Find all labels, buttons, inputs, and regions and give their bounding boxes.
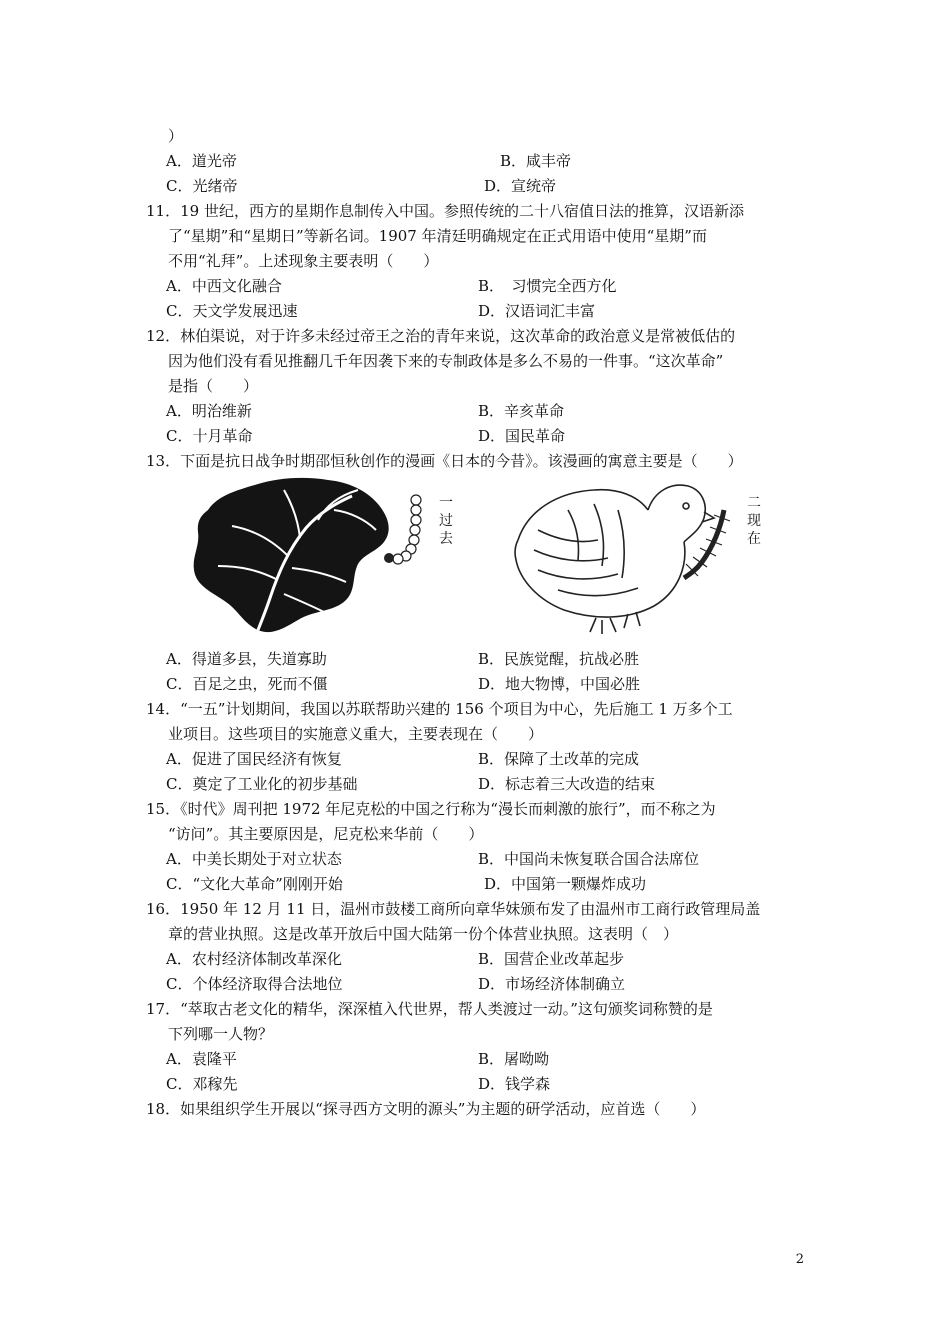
q14-option-b: B．保障了土改革的完成 <box>478 750 640 768</box>
q11-option-b: B． 习惯完全西方化 <box>478 277 617 295</box>
q12-stem-line2: 因为他们没有看见推翻几千年因袭下来的专制政体是多么不易的一件事。“这次革命” <box>168 352 724 370</box>
cartoon-now-chicken-image <box>498 470 748 640</box>
q15-option-b: B．中国尚未恢复联合国合法席位 <box>478 850 700 868</box>
q17-stem-line1: 17．“萃取古老文化的精华，深深植入代世界，帮人类渡过一动。”这句颁奖词称赞的是 <box>146 1000 713 1018</box>
q16-option-c: C．个体经济取得合法地位 <box>166 975 343 993</box>
q13-option-c: C．百足之虫，死而不僵 <box>166 675 328 693</box>
q12-stem-line3: 是指（ ） <box>168 377 259 395</box>
cartoon-now-label: 二现在 <box>747 495 761 547</box>
q10-option-b: B．咸丰帝 <box>500 152 572 170</box>
q16-stem-line2: 章的营业执照。这是改革开放后中国大陆第一份个体营业执照。这表明（ ） <box>168 925 679 943</box>
cartoon-past-label: 一过去 <box>439 495 453 547</box>
q14-option-a: A．促进了国民经济有恢复 <box>166 750 342 768</box>
q10-option-a: A．道光帝 <box>166 152 237 170</box>
q15-stem-line1: 15．《时代》周刊把 1972 年尼克松的中国之行称为“漫长而刺激的旅行”，而不称之为 <box>146 800 716 818</box>
q13-option-d: D．地大物博，中国必胜 <box>478 675 641 693</box>
q12-option-c: C．十月革命 <box>166 427 253 445</box>
q12-option-a: A．明治维新 <box>166 402 252 420</box>
q11-stem-line2: 了“星期”和“星期日”等新名词。1907 年清廷明确规定在正式用语中使用“星期”而 <box>168 227 707 245</box>
q16-stem-line1: 16．1950 年 12 月 11 日，温州市鼓楼工商所向章华妹颁布发了由温州市工商行政管理局盖 <box>146 900 761 918</box>
q15-stem-line2: “访问”。其主要原因是，尼克松来华前（ ） <box>168 825 484 843</box>
q12-option-b: B．辛亥革命 <box>478 402 565 420</box>
q11-option-d: D．汉语词汇丰富 <box>478 302 596 320</box>
q14-option-d: D．标志着三大改造的结束 <box>478 775 656 793</box>
cartoon-past-leaf-image <box>188 470 458 640</box>
q13-option-a: A．得道多县，失道寡助 <box>166 650 327 668</box>
q17-stem-line2: 下列哪一人物？ <box>168 1025 274 1043</box>
q12-stem-line1: 12．林伯渠说，对于许多未经过帝王之治的青年来说，这次革命的政治意义是常被低估的 <box>146 327 736 345</box>
q10-option-d: D．宣统帝 <box>484 177 557 195</box>
q15-option-a: A．中美长期处于对立状态 <box>166 850 342 868</box>
q17-option-c: C．邓稼先 <box>166 1075 238 1093</box>
q16-option-a: A．农村经济体制改革深化 <box>166 950 342 968</box>
q14-stem-line2: 业项目。这些项目的实施意义重大，主要表现在（ ） <box>168 725 544 743</box>
q16-option-d: D．市场经济体制确立 <box>478 975 626 993</box>
q15-option-c: C．“文化大革命”刚刚开始 <box>166 875 343 893</box>
q13-stem-line1: 13．下面是抗日战争时期邵恒秋创作的漫画《日本的今昔》。该漫画的寓意主要是（ ） <box>146 452 743 470</box>
q17-option-b: B．屠呦呦 <box>478 1050 550 1068</box>
q16-option-b: B．国营企业改革起步 <box>478 950 625 968</box>
q18-stem-line1: 18．如果组织学生开展以“探寻西方文明的源头”为主题的研学活动，应首选（ ） <box>146 1100 706 1118</box>
q11-option-c: C．天文学发展迅速 <box>166 302 298 320</box>
q10-option-c: C．光绪帝 <box>166 177 238 195</box>
q14-option-c: C．奠定了工业化的初步基础 <box>166 775 358 793</box>
q15-option-d: D．中国第一颗爆炸成功 <box>484 875 647 893</box>
q13-option-b: B．民族觉醒，抗战必胜 <box>478 650 640 668</box>
q11-option-a: A．中西文化融合 <box>166 277 282 295</box>
q17-option-a: A．袁隆平 <box>166 1050 237 1068</box>
q11-stem-line3: 不用“礼拜”。上述现象主要表明（ ） <box>168 252 439 270</box>
q17-option-d: D．钱学森 <box>478 1075 551 1093</box>
q12-option-d: D．国民革命 <box>478 427 566 445</box>
page-number: 2 <box>795 1252 804 1267</box>
q10-tail: ） <box>168 127 184 145</box>
q14-stem-line1: 14．“一五”计划期间，我国以苏联帮助兴建的 156 个项目为中心，先后施工 1 万多个工 <box>146 700 733 718</box>
q11-stem-line1: 11．19 世纪，西方的星期作息制传入中国。参照传统的二十八宿值日法的推算，汉语新添 <box>146 202 744 220</box>
